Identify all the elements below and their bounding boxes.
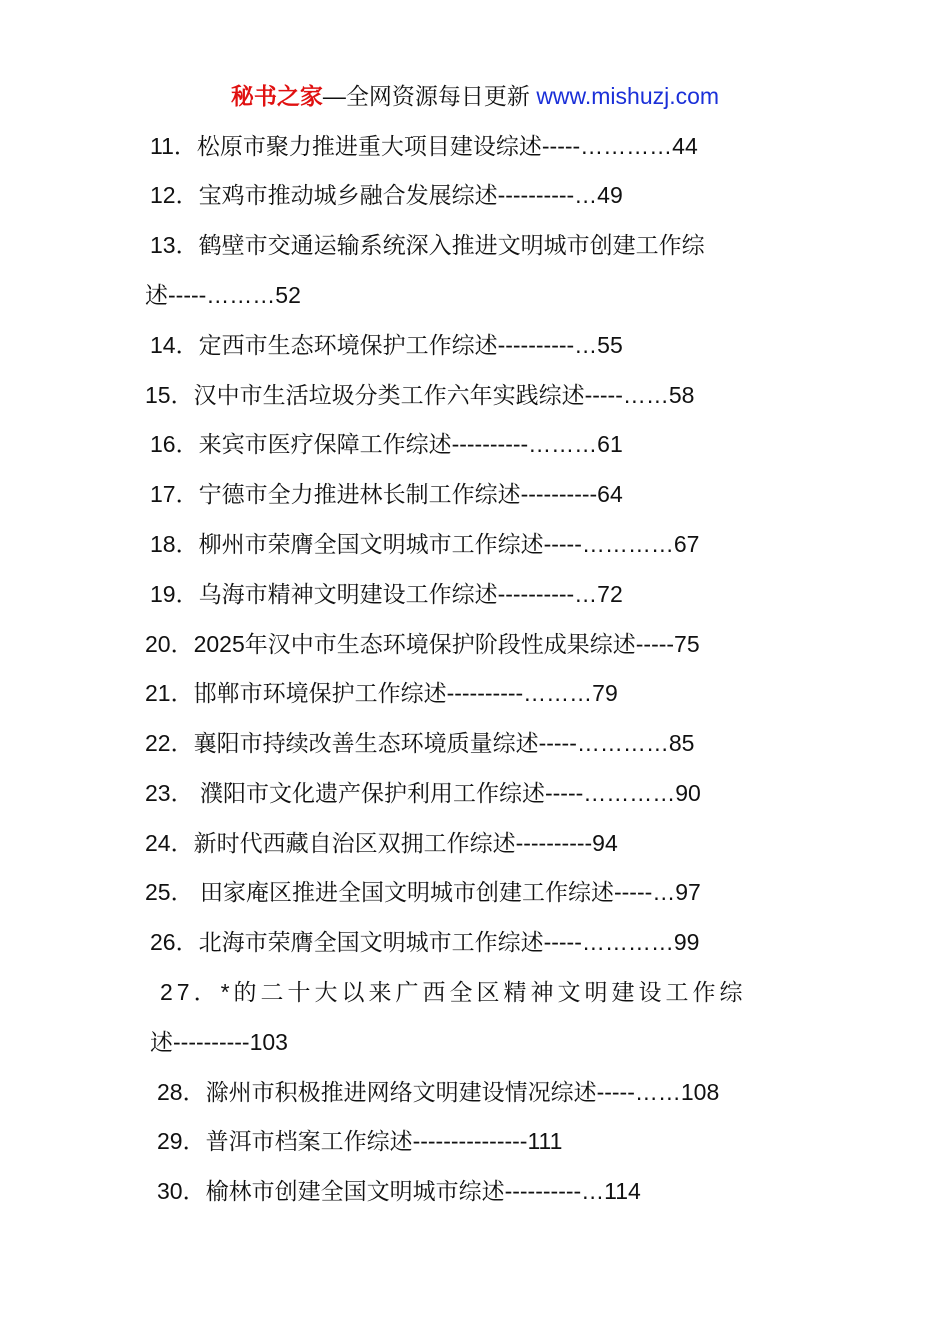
toc-entry-22[interactable]: 22．襄阳市持续改善生态环境质量综述-----…………85 (145, 730, 695, 756)
toc-entry-13[interactable]: 13．鹤壁市交通运输系统深入推进文明城市创建工作综 (150, 232, 705, 258)
toc-entry-19[interactable]: 19．乌海市精神文明建设工作综述----------…72 (150, 581, 623, 607)
toc-entry-13-continued[interactable]: 述-----………52 (145, 282, 301, 308)
toc-entry-30[interactable]: 30．榆林市创建全国文明城市综述----------…114 (157, 1178, 641, 1204)
brand-name: 秘书之家 (230, 83, 323, 109)
toc-entry-26[interactable]: 26．北海市荣膺全国文明城市工作综述-----…………99 (150, 929, 700, 955)
toc-entry-25[interactable]: 25． 田家庵区推进全国文明城市创建工作综述-----…97 (145, 879, 701, 905)
toc-entry-21[interactable]: 21．邯郸市环境保护工作综述----------………79 (145, 680, 618, 706)
toc-entry-28[interactable]: 28．滁州市积极推进网络文明建设情况综述-----……108 (157, 1079, 720, 1105)
toc-entry-24[interactable]: 24．新时代西藏自治区双拥工作综述----------94 (145, 830, 618, 856)
toc-entry-29[interactable]: 29．普洱市档案工作综述---------------111 (157, 1128, 563, 1154)
toc-entry-20[interactable]: 20．2025年汉中市生态环境保护阶段性成果综述-----75 (145, 631, 700, 657)
toc-entry-18[interactable]: 18．柳州市荣膺全国文明城市工作综述-----…………67 (150, 531, 700, 557)
toc-entry-14[interactable]: 14．定西市生态环境保护工作综述----------…55 (150, 332, 623, 358)
website-link[interactable]: www.mishuzj.com (536, 83, 720, 109)
toc-entry-12[interactable]: 12．宝鸡市推动城乡融合发展综述----------…49 (150, 182, 623, 208)
toc-entry-11[interactable]: 11．松原市聚力推进重大项目建设综述-----…………44 (150, 133, 698, 159)
toc-entry-17[interactable]: 17．宁德市全力推进林长制工作综述----------64 (150, 481, 623, 507)
toc-entry-27-continued[interactable]: 述----------103 (150, 1029, 288, 1055)
toc-entry-16[interactable]: 16．来宾市医疗保障工作综述----------………61 (150, 431, 623, 457)
toc-entry-23[interactable]: 23． 濮阳市文化遗产保护利用工作综述-----…………90 (145, 780, 701, 806)
toc-entry-27[interactable]: 27．*的二十大以来广西全区精神文明建设工作综 (160, 979, 747, 1005)
header-tagline: —全网资源每日更新 (322, 83, 530, 109)
toc-entry-15[interactable]: 15．汉中市生活垃圾分类工作六年实践综述-----……58 (145, 382, 695, 408)
